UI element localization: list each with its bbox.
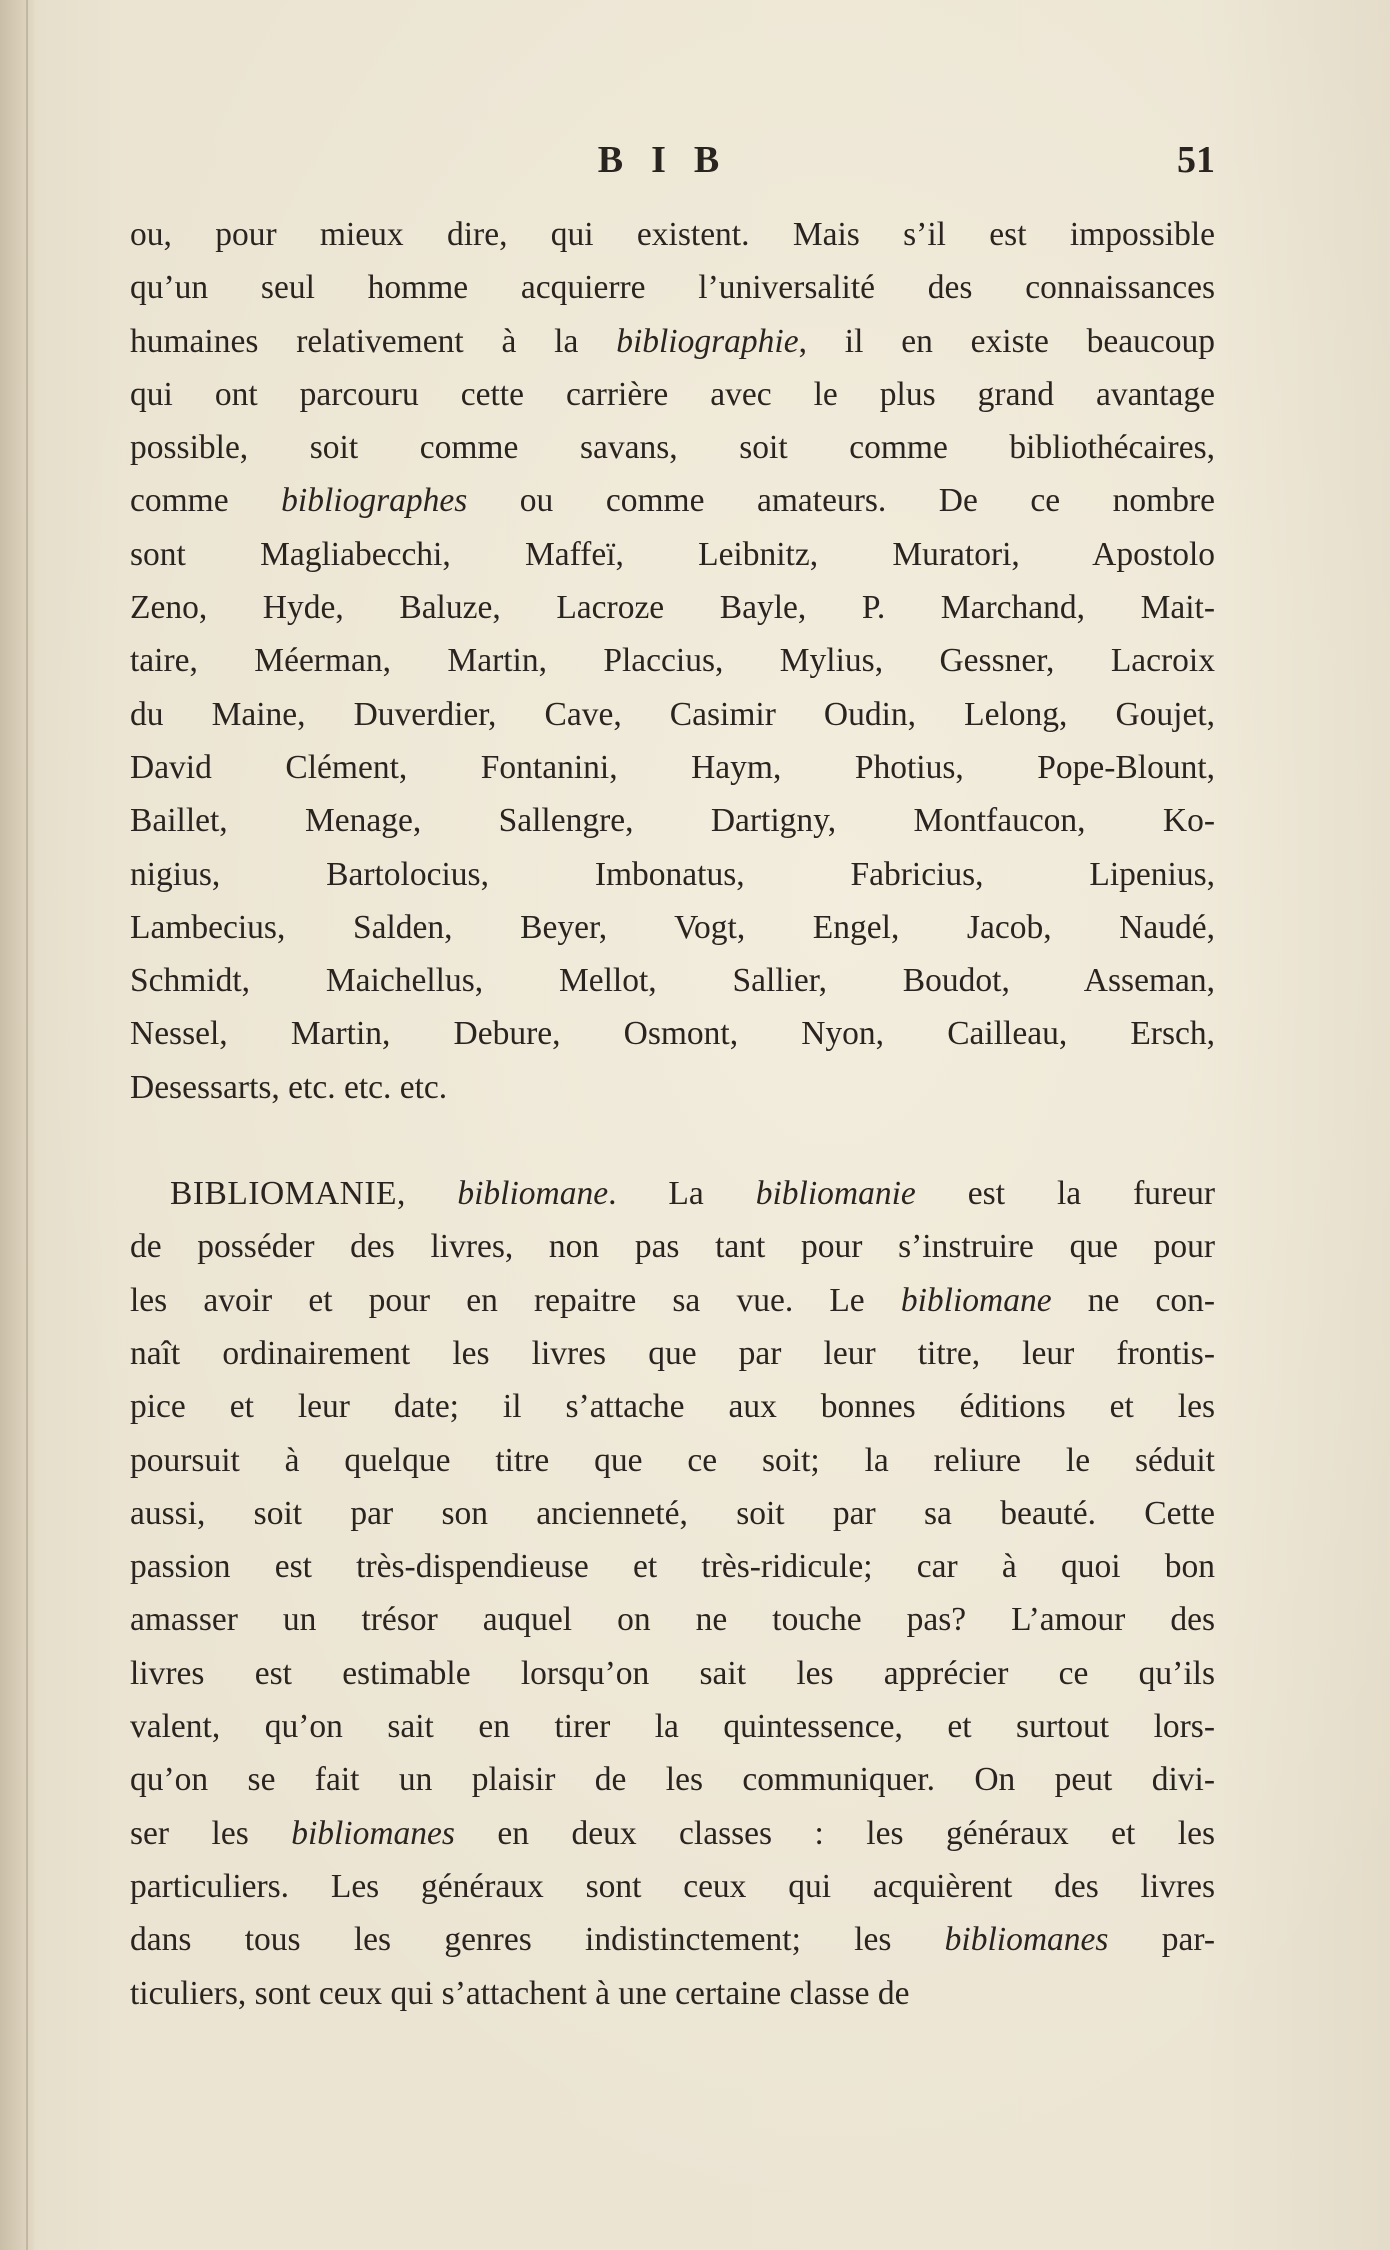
- text-line: [130, 741, 1215, 794]
- text-line: [130, 794, 1215, 847]
- text-run: ticuliers, sont ceux qui s’attachent à une certaine classe de: [130, 1974, 910, 2012]
- text-run: David Clément, Fontanini, Haym, Photius, Pope-Blount,: [130, 748, 1215, 786]
- text-line: [130, 901, 1215, 954]
- text-line: [130, 1700, 1215, 1753]
- text-run: humaines relativement à la: [130, 322, 617, 360]
- text-run: pice et leur date; il s’attache aux bonnes éditions et les: [130, 1388, 1215, 1426]
- text-run: qui ont parcouru cette carrière avec le plus grand avantage: [130, 375, 1215, 413]
- paragraph-spacer: [130, 1114, 1215, 1167]
- text-run: possible, soit comme savans, soit comme bibliothécaires,: [130, 429, 1215, 467]
- text-line: [130, 474, 1215, 527]
- text-line: [130, 954, 1215, 1007]
- text-line: [130, 1967, 1215, 2020]
- text-line: [130, 1380, 1215, 1433]
- text-run: , il en existe beaucoup: [798, 322, 1216, 360]
- text-line: [130, 1434, 1215, 1487]
- text-run: dans tous les genres indistinctement; les: [130, 1921, 945, 1959]
- text-run: amasser un trésor auquel on ne touche pas? L’amour des: [130, 1601, 1215, 1639]
- text-run: sont Magliabecchi, Maffeï, Leibnitz, Muratori, Apostolo: [130, 535, 1215, 573]
- text-line: [130, 1007, 1215, 1060]
- text-line: [130, 688, 1215, 741]
- text-line: [130, 1327, 1215, 1380]
- text-line: [130, 368, 1215, 421]
- text-run: ne con-: [1051, 1281, 1215, 1319]
- text-run: qu’un seul homme acquierre l’universalité des connaissances: [130, 269, 1215, 307]
- italic-term: bibliographie: [616, 322, 799, 360]
- text-line: [130, 1167, 1215, 1220]
- text-line: [130, 634, 1215, 687]
- text-line: [130, 1913, 1215, 1966]
- italic-term: bibliomanes: [291, 1814, 455, 1852]
- text-run: particuliers. Les généraux sont ceux qui acquièrent des livres: [130, 1867, 1215, 1905]
- text-run: aussi, soit par son ancienneté, soit par sa beauté. Cette: [130, 1494, 1215, 1532]
- text-run: qu’on se fait un plaisir de les communiquer. On peut divi-: [130, 1761, 1215, 1799]
- text-run: en deux classes : les généraux et les: [454, 1814, 1216, 1852]
- text-line: [130, 1753, 1215, 1806]
- text-run: Schmidt, Maichellus, Mellot, Sallier, Boudot, Asseman,: [130, 962, 1215, 1000]
- text-line: [130, 1807, 1215, 1860]
- text-line: [130, 1647, 1215, 1700]
- italic-term: bibliomanie: [755, 1175, 916, 1213]
- text-run: est la fureur: [915, 1175, 1215, 1213]
- page-header: [130, 138, 1215, 198]
- text-run: livres est estimable lorsqu’on sait les apprécier ce qu’ils: [130, 1654, 1215, 1692]
- text-run: de posséder des livres, non pas tant pour s’instruire que pour: [130, 1228, 1215, 1266]
- italic-term: bibliomanes: [944, 1921, 1109, 1959]
- text-line: [130, 528, 1215, 581]
- page-number: 51: [1177, 139, 1215, 181]
- text-line: [130, 1860, 1215, 1913]
- text-line: [130, 1487, 1215, 1540]
- text-run: ou comme amateurs. De ce nombre: [467, 482, 1215, 520]
- binding-edge: [26, 0, 28, 2250]
- text-run: ,: [396, 1175, 458, 1213]
- page-gutter: [0, 0, 34, 2250]
- text-run: valent, qu’on sait en tirer la quintessence, et surtout lors-: [130, 1708, 1215, 1746]
- text-line: [130, 261, 1215, 314]
- italic-term: bibliomane: [457, 1175, 609, 1213]
- paragraph-continuation: [130, 208, 1215, 1114]
- text-run: ou, pour mieux dire, qui existent. Mais s’il est impossible: [130, 216, 1215, 253]
- text-line: [130, 1061, 1215, 1114]
- text-run: Zeno, Hyde, Baluze, Lacroze Bayle, P. Marchand, Mait-: [130, 589, 1215, 627]
- text-line: [130, 421, 1215, 474]
- text-run: les avoir et pour en repaitre sa vue. Le: [130, 1281, 901, 1319]
- text-line: [130, 1593, 1215, 1646]
- text-run: Baillet, Menage, Sallengre, Dartigny, Montfaucon, Ko-: [130, 802, 1215, 840]
- text-run: par-: [1108, 1921, 1215, 1959]
- text-run: Lambecius, Salden, Beyer, Vogt, Engel, Jacob, Naudé,: [130, 908, 1215, 946]
- text-line: [130, 315, 1215, 368]
- text-line: [130, 1220, 1215, 1273]
- text-run: passion est très-dispendieuse et très-ridicule; car à quoi bon: [130, 1548, 1215, 1586]
- text-run: du Maine, Duverdier, Cave, Casimir Oudin, Lelong, Goujet,: [130, 695, 1215, 733]
- running-head: BIB: [597, 139, 748, 181]
- text-run: Desessarts, etc. etc. etc.: [130, 1068, 448, 1106]
- text-run: taire, Méerman, Martin, Placcius, Mylius, Gessner, Lacroix: [130, 642, 1215, 680]
- text-run: nigius, Bartolocius, Imbonatus, Fabricius, Lipenius,: [130, 855, 1215, 893]
- text-run: . La: [608, 1175, 756, 1213]
- text-line: [130, 208, 1215, 261]
- italic-term: bibliographes: [281, 482, 468, 520]
- italic-term: bibliomane: [900, 1281, 1052, 1319]
- headword: BIBLIOMANIE: [170, 1175, 397, 1213]
- text-run: naît ordinairement les livres que par leur titre, leur frontis-: [130, 1334, 1215, 1372]
- text-run: comme: [130, 482, 282, 520]
- text-run: ser les: [130, 1814, 292, 1852]
- text-line: [130, 848, 1215, 901]
- text-run: poursuit à quelque titre que ce soit; la reliure le séduit: [130, 1441, 1215, 1479]
- text-line: [130, 581, 1215, 634]
- text-line: [130, 1540, 1215, 1593]
- text-line: [130, 1274, 1215, 1327]
- paragraph-bibliomanie: [130, 1167, 1215, 2020]
- body-text: [130, 208, 1215, 2020]
- text-run: Nessel, Martin, Debure, Osmont, Nyon, Cailleau, Ersch,: [130, 1015, 1215, 1053]
